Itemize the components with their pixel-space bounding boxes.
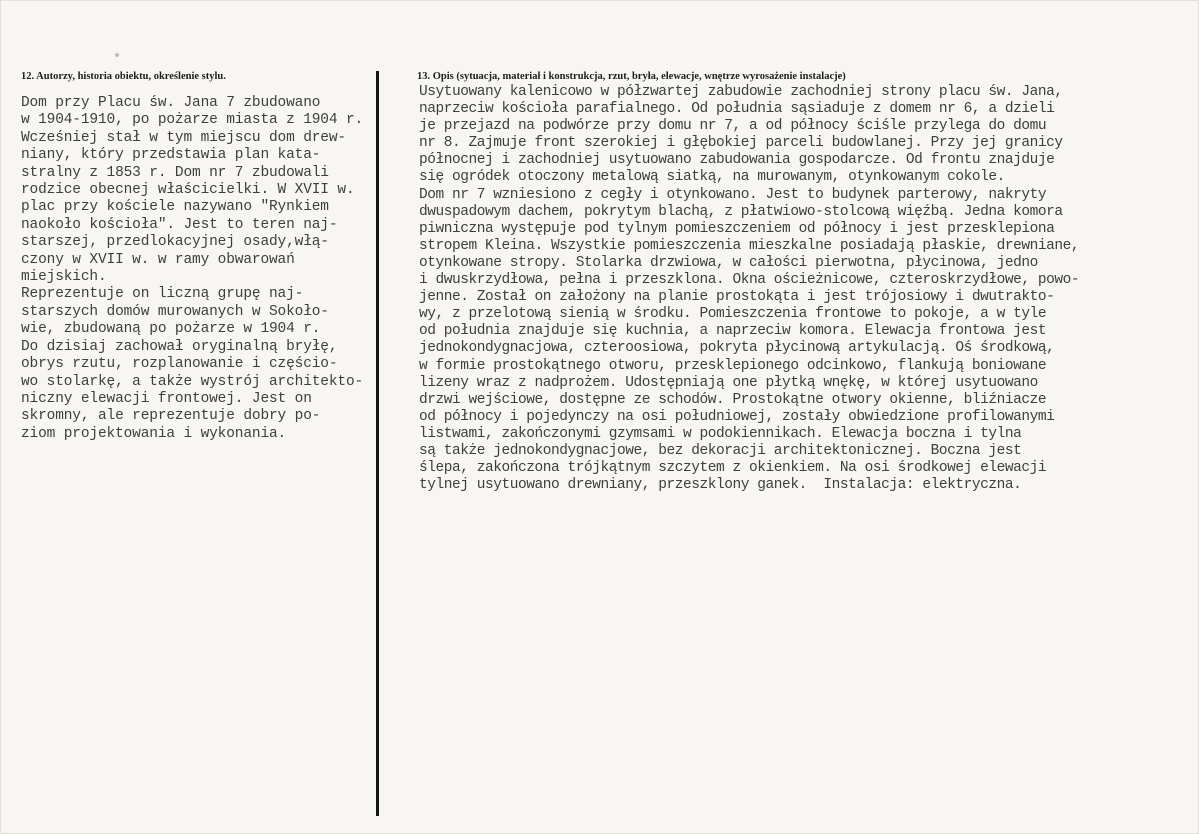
typed-line: otynkowane stropy. Stolarka drzwiowa, w całości pierwotna, płycinowa, jedno — [419, 254, 1038, 271]
typed-line: się ogródek otoczony metalową siatką, na murowanym, otynkowanym cokole. — [419, 169, 1005, 186]
typed-line: listwami, zakończonymi gzymsami w podokiennikach. Elewacja boczna i tylna — [419, 425, 1022, 442]
typed-line: Reprezentuje on liczną grupę naj- — [21, 286, 304, 303]
typed-line: rodzice obecnej właścicielki. W XVII w. — [21, 182, 355, 199]
typed-line: stropem Kleina. Wszystkie pomieszczenia mieszkalne posiadają płaskie, drewniane, — [419, 237, 1080, 254]
section-13-text — [419, 84, 1199, 494]
typed-line: je przejazd na podwórze przy domu nr 7, a od północy ściśle przylega do domu — [419, 118, 1047, 135]
typed-line: czony w XVII w. w ramy obwarowań — [21, 251, 295, 268]
typed-line: Wcześniej stał w tym miejscu dom drew- — [21, 129, 346, 146]
typed-line: wo stolarkę, a także wystrój architekto- — [21, 373, 364, 390]
typed-line: Do dzisiaj zachował oryginalną bryłę, — [21, 338, 338, 355]
typed-line: naokoło kościoła". Jest to teren naj- — [21, 216, 338, 233]
typed-line: ziom projektowania i wykonania. — [21, 425, 287, 442]
typed-line: wie, zbudowaną po pożarze w 1904 r. — [21, 321, 321, 338]
typed-line: drzwi wejściowe, dostępne ze schodów. Prostokątne otwory okienne, bliźniacze — [419, 391, 1047, 408]
typed-line: w 1904-1910, po pożarze miasta z 1904 r. — [21, 112, 364, 129]
typed-line: od północy i pojedynczy na osi południowej, zostały obwiedzione profilowanymi — [419, 408, 1055, 425]
typed-line: naprzeciw kościoła parafialnego. Od południa sąsiaduje z domem nr 6, a dzieli — [419, 101, 1055, 118]
typed-line: miejskich. — [21, 269, 107, 286]
typed-line: starszej, przedlokacyjnej osady,włą- — [21, 234, 329, 251]
paper-speck — [115, 53, 119, 57]
typed-line: plac przy kościele nazywano "Rynkiem — [21, 199, 329, 216]
typed-line: lizeny wraz z nadprożem. Udostępniają one płytką wnękę, w której usytuowano — [419, 374, 1038, 391]
typed-line: północnej i zachodniej usytuowano zabudowania gospodarcze. Od frontu znajduje — [419, 152, 1055, 169]
typed-line: stralny z 1853 r. Dom nr 7 zbudowali — [21, 164, 329, 181]
typed-line: nr 8. Zajmuje front szerokiej i głębokiej parceli budowlanej. Przy jej granicy — [419, 135, 1063, 152]
typed-line: niczny elewacji frontowej. Jest on — [21, 390, 312, 407]
typed-line: Dom przy Placu św. Jana 7 zbudowano — [21, 95, 321, 111]
typed-line: jenne. Został on założony na planie prostokąta i jest trójosiowy i dwutrakto- — [419, 289, 1055, 306]
typed-line: obrys rzutu, rozplanowanie i częścio- — [21, 356, 338, 373]
typed-line: jednokondygnacjowa, czteroosiowa, pokryta płycinową artykulacją. Oś środkową, — [419, 340, 1055, 357]
typed-line: od południa znajduje się kuchnia, a naprzeciw komora. Elewacja frontowa jest — [419, 323, 1047, 340]
section-12-heading: 12. Autorzy, historia obiektu, określenie stylu. — [21, 71, 226, 82]
typed-line: skromny, ale reprezentuje dobry po- — [21, 408, 321, 425]
section-13-heading: 13. Opis (sytuacja, materiał i konstrukcja, rzut, bryła, elewacje, wnętrze wyrosażenie instalacje) — [417, 71, 846, 82]
typed-line: i dwuskrzydłowa, pełna i przeszklona. Okna ościeżnicowe, czteroskrzydłowe, powo- — [419, 272, 1080, 289]
typed-line: Usytuowany kalenicowo w półzwartej zabudowie zachodniej strony placu św. Jana, — [419, 84, 1063, 100]
typed-line: piwniczna występuje pod tylnym pomieszczeniem od północy i jest przesklepiona — [419, 220, 1055, 237]
typed-line: tylnej usytuowano drewniany, przeszklony ganek. Instalacja: elektryczna. — [419, 477, 1022, 494]
typed-line: Dom nr 7 wzniesiono z cegły i otynkowano. Jest to budynek parterowy, nakryty — [419, 186, 1047, 203]
typed-line: są także jednokondygnacjowe, bez dekoracji architektonicznej. Boczna jest — [419, 442, 1022, 459]
typed-line: ślepa, zakończona trójkątnym szczytem z okienkiem. Na osi środkowej elewacji — [419, 460, 1047, 477]
typed-line: wy, z przelotową sienią w środku. Pomieszczenia frontowe to pokoje, a w tyle — [419, 306, 1047, 323]
typed-line: starszych domów murowanych w Sokoło- — [21, 303, 329, 320]
typed-line: niany, który przedstawia plan kata- — [21, 147, 321, 164]
section-12-text — [21, 95, 363, 443]
typed-line: dwuspadowym dachem, pokrytym blachą, z płatwiowo-stolcową więźbą. Jedna komora — [419, 203, 1063, 220]
column-divider — [376, 71, 379, 816]
typed-line: w formie prostokątnego otworu, przesklepionego odcinkowo, flankują boniowane — [419, 357, 1047, 374]
